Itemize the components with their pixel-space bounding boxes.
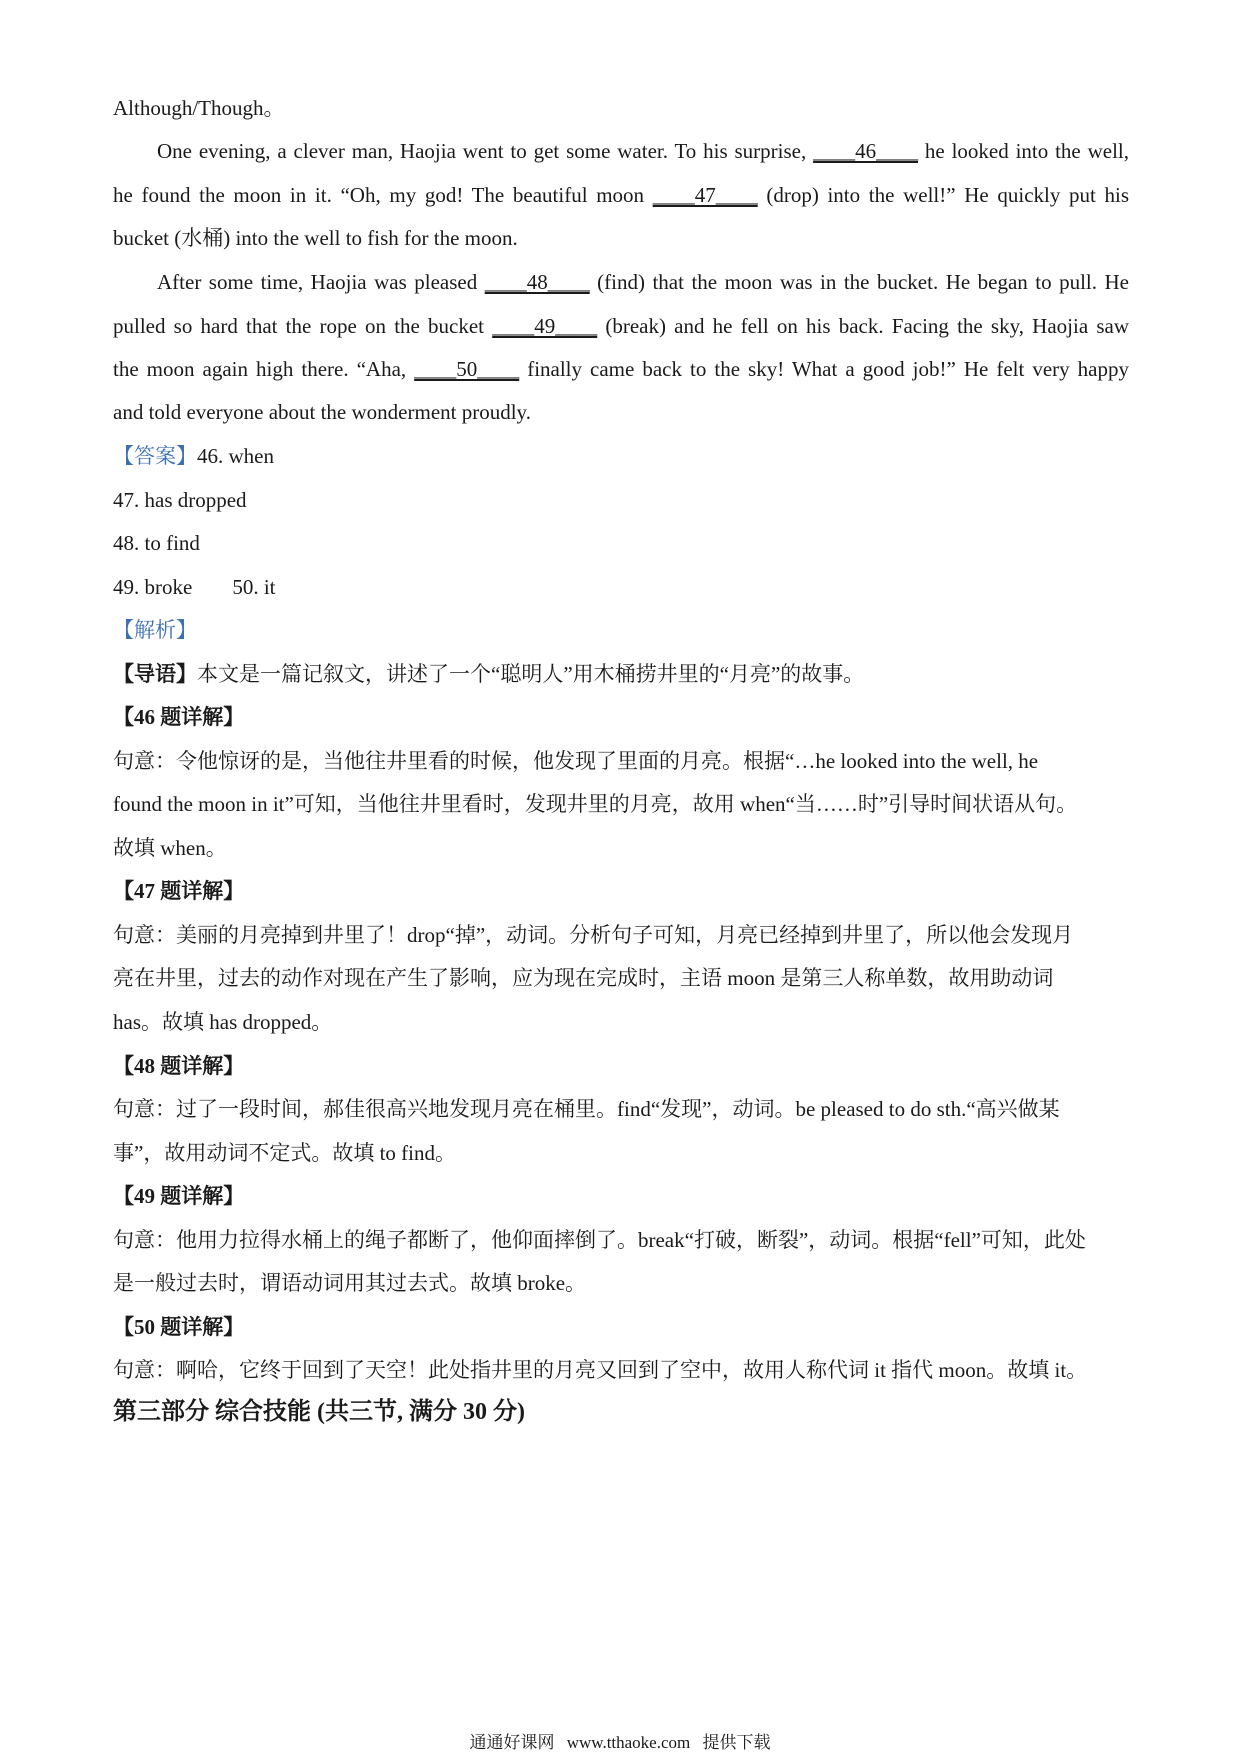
answer-line: 【答案】46. when	[113, 444, 274, 468]
passage-line: bucket (水桶) into the well to fish for the moon.	[113, 226, 518, 250]
q46-title: 【46 题详解】	[113, 705, 245, 729]
blank-47: ____47____	[652, 183, 758, 207]
answer-label: 【答案】	[113, 444, 197, 468]
analysis-intro: 【导语】本文是一篇记叙文，讲述了一个“聪明人”用木桶捞井里的“月亮”的故事。	[113, 662, 865, 686]
q49-line: 句意：他用力拉得水桶上的绳子都断了，他仰面摔倒了。break“打破，断裂”，动词。根据“fell”可知，此处	[113, 1228, 1086, 1252]
q47-line: 亮在井里，过去的动作对现在产生了影响，应为现在完成时，主语 moon 是第三人称单数，故用助动词	[113, 966, 1054, 990]
page-footer	[0, 1732, 1240, 1754]
q48-line: 事”，故用动词不定式。故填 to find。	[113, 1141, 456, 1165]
blank-46: ____46____	[813, 139, 919, 163]
q48-title: 【48 题详解】	[113, 1054, 245, 1078]
q46-line: 故填 when。	[113, 836, 227, 860]
blank-48: ____48____	[484, 270, 590, 294]
section-3-title: 第三部分 综合技能 (共三节, 满分 30 分)	[113, 1399, 525, 1425]
answer-50: 50. it	[232, 575, 276, 599]
passage-line: and told everyone about the wonderment proudly.	[113, 400, 531, 424]
footer-site-name: 通通好课网	[469, 1733, 555, 1752]
q47-line: has。故填 has dropped。	[113, 1010, 333, 1034]
q47-line: 句意：美丽的月亮掉到井里了！drop“掉”，动词。分析句子可知，月亮已经掉到井里了，所以他会发现月	[113, 923, 1074, 947]
blank-49: ____49____	[492, 314, 598, 338]
answer-48: 48. to find	[113, 531, 200, 555]
answer-47: 47. has dropped	[113, 488, 247, 512]
answer-line	[113, 573, 276, 601]
passage-line: One evening, a clever man, Haojia went to get some water. To his surprise, ____46____ he looked into the well,	[157, 139, 1129, 163]
q50-title: 【50 题详解】	[113, 1315, 245, 1339]
q50-line: 句意：啊哈，它终于回到了天空！此处指井里的月亮又回到了空中，故用人称代词 it 指代 moon。故填 it。	[113, 1358, 1088, 1382]
passage-line: the moon again high there. “Aha, ____50____ finally came back to the sky! What a good job!” He felt very happy	[113, 357, 1129, 381]
q49-title: 【49 题详解】	[113, 1184, 245, 1208]
q48-line: 句意：过了一段时间，郝佳很高兴地发现月亮在桶里。find“发现”，动词。be pleased to do sth.“高兴做某	[113, 1097, 1060, 1121]
footer-suffix: 提供下载	[702, 1733, 771, 1752]
q47-title: 【47 题详解】	[113, 879, 245, 903]
passage-line: pulled so hard that the rope on the bucket ____49____ (break) and he fell on his back. Facing the sky, Haojia saw	[113, 314, 1129, 338]
answer-49: 49. broke	[113, 575, 193, 599]
passage-line: After some time, Haojia was pleased ____48____ (find) that the moon was in the bucket. He began to pull. He	[157, 270, 1129, 294]
q49-line: 是一般过去时，谓语动词用其过去式。故填 broke。	[113, 1271, 587, 1295]
blank-50: ____50____	[414, 357, 520, 381]
q46-line: found the moon in it”可知，当他往井里看时，发现井里的月亮，故用 when“当……时”引导时间状语从句。	[113, 792, 1078, 816]
passage-line: he found the moon in it. “Oh, my god! The beautiful moon ____47____ (drop) into the well!” He quickly put his	[113, 183, 1129, 207]
footer-url[interactable]: www.tthaoke.com	[566, 1733, 691, 1752]
analysis-label: 【解析】	[113, 618, 197, 642]
intro-tail: Although/Though。	[113, 96, 285, 120]
q46-line: 句意：令他惊讶的是，当他往井里看的时候，他发现了里面的月亮。根据“…he looked into the well, he	[113, 749, 1039, 773]
